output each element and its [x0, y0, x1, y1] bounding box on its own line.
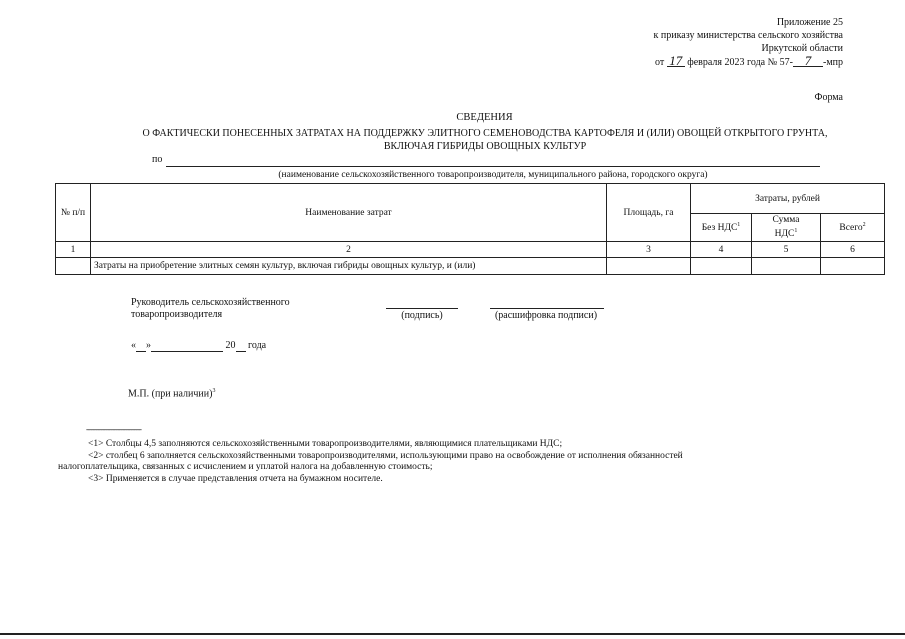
col-number: 4: [691, 242, 752, 258]
order-reference: к приказу министерства сельского хозяйства: [653, 30, 843, 41]
signature-date: « » 20 года: [131, 340, 267, 351]
footnote-separator: ---------------------------------: [86, 425, 141, 434]
title-line-3: ВКЛЮЧАЯ ГИБРИДЫ ОВОЩНЫХ КУЛЬТУР: [383, 141, 587, 152]
footnote-2-cont: налогоплательщика, связанных с исчислением и уплатой налога на добавленную стоимость;: [58, 462, 433, 472]
page-bottom-border: [0, 633, 905, 635]
order-number-prefix: № 57-: [767, 57, 793, 68]
col-number: 6: [821, 242, 885, 258]
po-hint: (наименование сельскохозяйственного товаропроизводителя, муниципального района, городского округа): [278, 170, 708, 180]
col-number: 5: [752, 242, 821, 258]
document-subtitle: [100, 127, 870, 153]
order-number: 7: [793, 55, 823, 67]
row-area-cell[interactable]: [607, 258, 691, 275]
head-title-line-1: Руководитель сельскохозяйственного: [131, 297, 290, 308]
form-label: Форма: [814, 92, 843, 103]
appendix-number: Приложение 25: [776, 17, 843, 28]
header-total: Всего$^2$: [821, 214, 885, 242]
col-number: 1: [56, 242, 91, 258]
date-prefix: от: [655, 57, 665, 68]
row-num-cell[interactable]: [56, 258, 91, 275]
header-cost-name: Наименование затрат: [91, 184, 607, 242]
region-name: Иркутской области: [761, 43, 843, 54]
title-line-1: СВЕДЕНИЯ: [456, 112, 513, 123]
row-total-cell[interactable]: [821, 258, 885, 275]
header-area: Площадь, га: [607, 184, 691, 242]
date-year-blank[interactable]: [236, 340, 246, 352]
footnote-2: <2> столбец 6 заполняется сельскохозяйственными товаропроизводителями, использующими право на освобождение от исполнения обязанностей: [88, 450, 683, 461]
stamp-label: М.П. (при наличии)$^3$: [128, 388, 216, 400]
row-vat-cell[interactable]: [752, 258, 821, 275]
order-date-text: февраля 2023 года: [687, 57, 766, 68]
order-number-suffix: -мпр: [822, 57, 843, 68]
header-no-vat: Без НДС$^1$: [691, 214, 752, 242]
costs-table: [55, 183, 885, 275]
footnote-3: <3> Применяется в случае представления отчета на бумажном носителе.: [88, 473, 383, 484]
signature-hint: (подпись): [401, 310, 443, 321]
table-row: [56, 258, 885, 275]
title-line-2: О ФАКТИЧЕСКИ ПОНЕСЕННЫХ ЗАТРАТАХ НА ПОДДЕРЖКУ ЭЛИТНОГО СЕМЕНОВОДСТВА КАРТОФЕЛЯ И (ИЛИ) ОВОЩЕЙ ОТКРЫТОГО ГРУНТА,: [142, 128, 828, 139]
header-vat-sum: Сумма НДС$^1$: [752, 214, 821, 242]
signature-line[interactable]: [386, 308, 458, 309]
order-date-line: [654, 55, 843, 69]
row-cost-name: Затраты на приобретение элитных семян культур, включая гибриды овощных культур, и (или): [91, 258, 607, 275]
head-title-line-2: товаропроизводителя: [131, 309, 223, 320]
table-number-row: [56, 242, 885, 258]
head-title: [131, 297, 290, 321]
date-month-blank[interactable]: [151, 340, 223, 352]
document-title: [0, 111, 905, 124]
footnotes: [58, 439, 858, 485]
header-num: № п/п: [56, 184, 91, 242]
footnote-1: <1> Столбцы 4,5 заполняются сельскохозяйственными товаропроизводителями, являющимися плательщиками НДС;: [88, 439, 563, 449]
col-number: 3: [607, 242, 691, 258]
signature-decode-line[interactable]: [490, 308, 604, 309]
header-costs: Затраты, рублей: [691, 184, 885, 214]
po-label: по: [152, 154, 163, 165]
order-day: 17: [667, 55, 685, 67]
signature-decode-hint: (расшифровка подписи): [494, 310, 598, 321]
date-day-blank[interactable]: [136, 340, 146, 352]
po-underline: [166, 166, 820, 167]
appendix-header: [654, 16, 843, 69]
col-number: 2: [91, 242, 607, 258]
row-no-vat-cell[interactable]: [691, 258, 752, 275]
